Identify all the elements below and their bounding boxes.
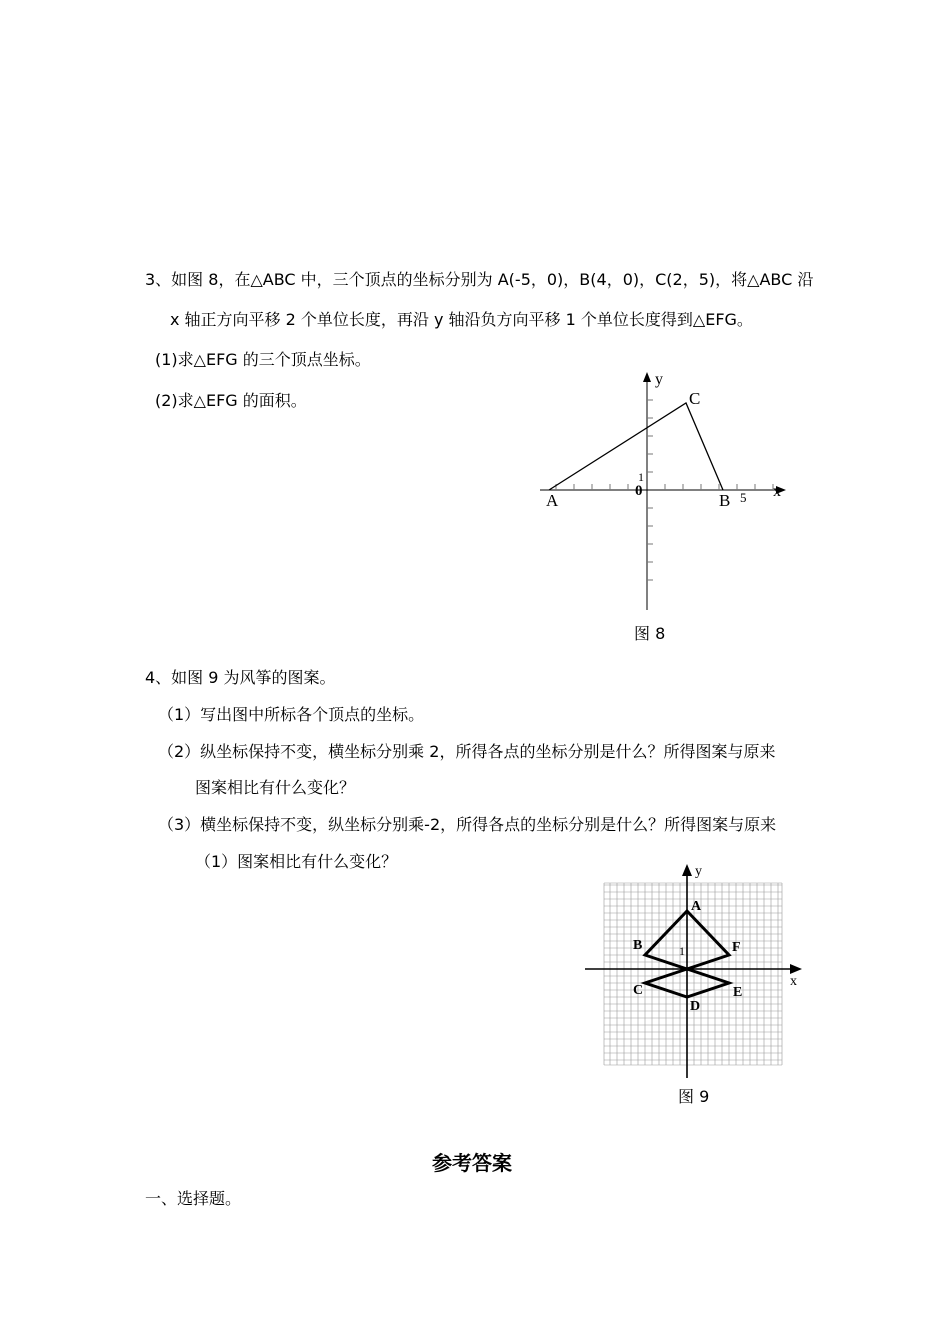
q4-sub-2-line-2: 图案相比有什么变化？ [195, 778, 356, 797]
answers-section-1: 一、选择题。 [145, 1189, 242, 1208]
fig8-label-c: C [689, 389, 701, 408]
fig9-label-d: D [690, 999, 701, 1014]
fig8-tick-label-5: 5 [740, 490, 747, 505]
fig9-y-arrow [682, 864, 692, 876]
fig9-x-label: x [790, 974, 797, 989]
fig8-label-a: A [546, 491, 559, 510]
answers-title: 参考答案 [432, 1151, 512, 1175]
fig8-tick-label-1: 1 [638, 470, 644, 484]
fig9-caption: 图 9 [678, 1087, 710, 1106]
fig8-caption: 图 8 [634, 624, 666, 643]
fig9-tick-label-1: 1 [679, 944, 685, 958]
q4-sub-2-line-1: （2）纵坐标保持不变，横坐标分别乘 2，所得各点的坐标分别是什么？所得图案与原来 [158, 742, 776, 761]
fig9-label-a: A [691, 899, 702, 914]
q4-sub-3-line-1: （3）横坐标保持不变，纵坐标分别乘-2，所得各点的坐标分别是什么？所得图案与原来 [158, 815, 777, 834]
q4-sub-3-line-2: （1）图案相比有什么变化？ [195, 852, 398, 871]
q3-line-1: 3、如图 8，在△ABC 中，三个顶点的坐标分别为 A(-5，0)，B(4，0)，C(2，5)，将△ABC 沿 [145, 270, 814, 289]
q3-sub-2: (2)求△EFG 的面积。 [155, 391, 307, 410]
fig9-label-c: C [633, 983, 644, 998]
fig9-x-arrow [790, 964, 802, 974]
fig9-label-b: B [633, 938, 643, 953]
fig9-label-e: E [733, 985, 743, 1000]
q4-intro: 4、如图 9 为风筝的图案。 [145, 668, 336, 687]
figure-9 [580, 860, 805, 1082]
fig9-label-f: F [732, 940, 741, 955]
fig8-y-arrow [643, 372, 651, 382]
fig9-y-label: y [695, 864, 702, 879]
q3-line-2: x 轴正方向平移 2 个单位长度，再沿 y 轴沿负方向平移 1 个单位长度得到△EFG。 [170, 310, 753, 329]
fig8-y-label: y [655, 371, 663, 388]
fig8-x-label: x [773, 483, 781, 500]
figure-8 [530, 365, 800, 620]
q4-sub-1: （1）写出图中所标各个顶点的坐标。 [158, 705, 425, 724]
fig8-label-b: B [719, 491, 731, 510]
fig8-origin-label: 0 [635, 483, 643, 499]
q3-sub-1: (1)求△EFG 的三个顶点坐标。 [155, 350, 371, 369]
fig8-triangle-abc [549, 403, 723, 490]
